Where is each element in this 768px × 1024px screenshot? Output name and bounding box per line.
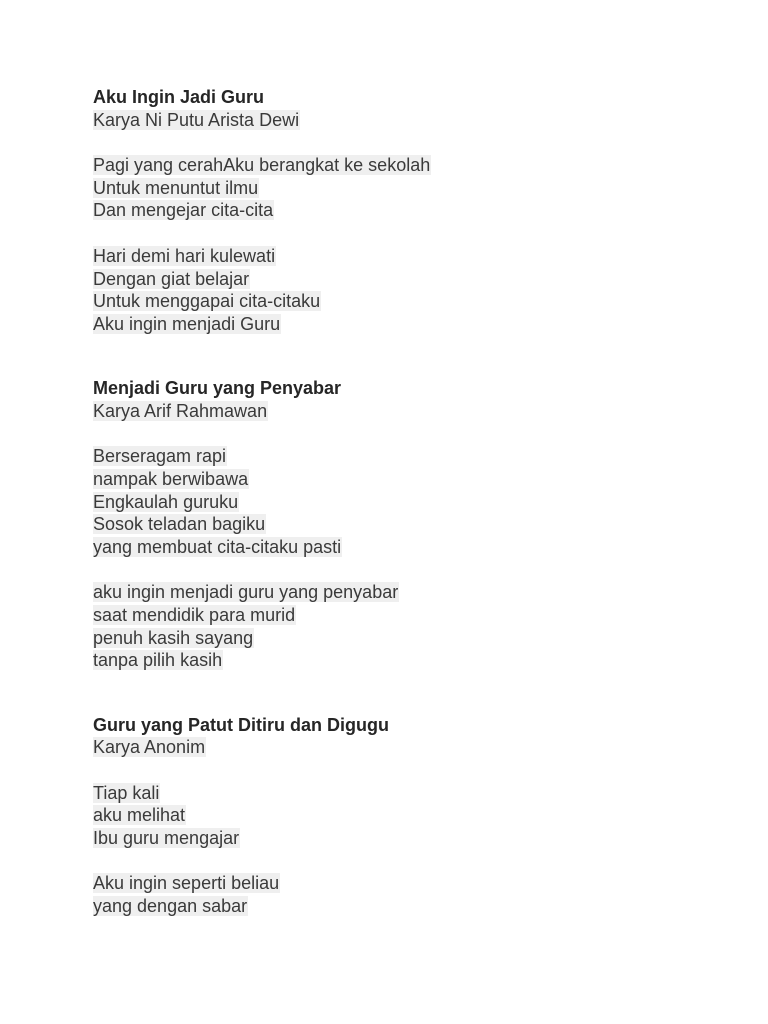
poem-title: Aku Ingin Jadi Guru	[93, 87, 265, 107]
poem-author: Karya Arif Rahmawan	[93, 400, 268, 421]
poem-line: Untuk menggapai cita-citaku	[93, 291, 321, 312]
poem	[93, 377, 733, 672]
poem-author: Karya Anonim	[93, 737, 206, 758]
poem-line: Tiap kali	[93, 782, 160, 803]
document-page	[93, 86, 733, 918]
poem-author: Karya Ni Putu Arista Dewi	[93, 109, 300, 130]
poem-line: Ibu guru mengajar	[93, 827, 240, 848]
poem-line: aku ingin menjadi guru yang penyabar	[93, 582, 399, 603]
poem-line: Sosok teladan bagiku	[93, 514, 266, 535]
poem-line: Hari demi hari kulewati	[93, 245, 276, 266]
poem-line: Aku ingin seperti beliau	[93, 873, 280, 894]
poem-title: Guru yang Patut Ditiru dan Digugu	[93, 714, 389, 735]
poem-line: Engkaulah guruku	[93, 491, 239, 512]
poem-line: Pagi yang cerahAku berangkat ke sekolah	[93, 155, 431, 176]
poem-line: Dan mengejar cita-cita	[93, 200, 274, 221]
poem-line: penuh kasih sayang	[93, 627, 254, 648]
poem-line: yang dengan sabar	[93, 896, 248, 916]
poem-line: Dengan giat belajar	[93, 268, 250, 289]
poem-line: saat mendidik para murid	[93, 604, 296, 625]
poem-line: yang membuat cita-citaku pasti	[93, 536, 342, 557]
poem-title: Menjadi Guru yang Penyabar	[93, 378, 342, 399]
poem-line: nampak berwibawa	[93, 468, 249, 489]
poem-line: Untuk menuntut ilmu	[93, 177, 259, 198]
poem-line: Berseragam rapi	[93, 446, 227, 467]
poem	[93, 86, 733, 336]
poem	[93, 714, 733, 918]
poem-line: aku melihat	[93, 805, 186, 826]
poem-line: Aku ingin menjadi Guru	[93, 313, 281, 334]
poem-line: tanpa pilih kasih	[93, 650, 223, 671]
